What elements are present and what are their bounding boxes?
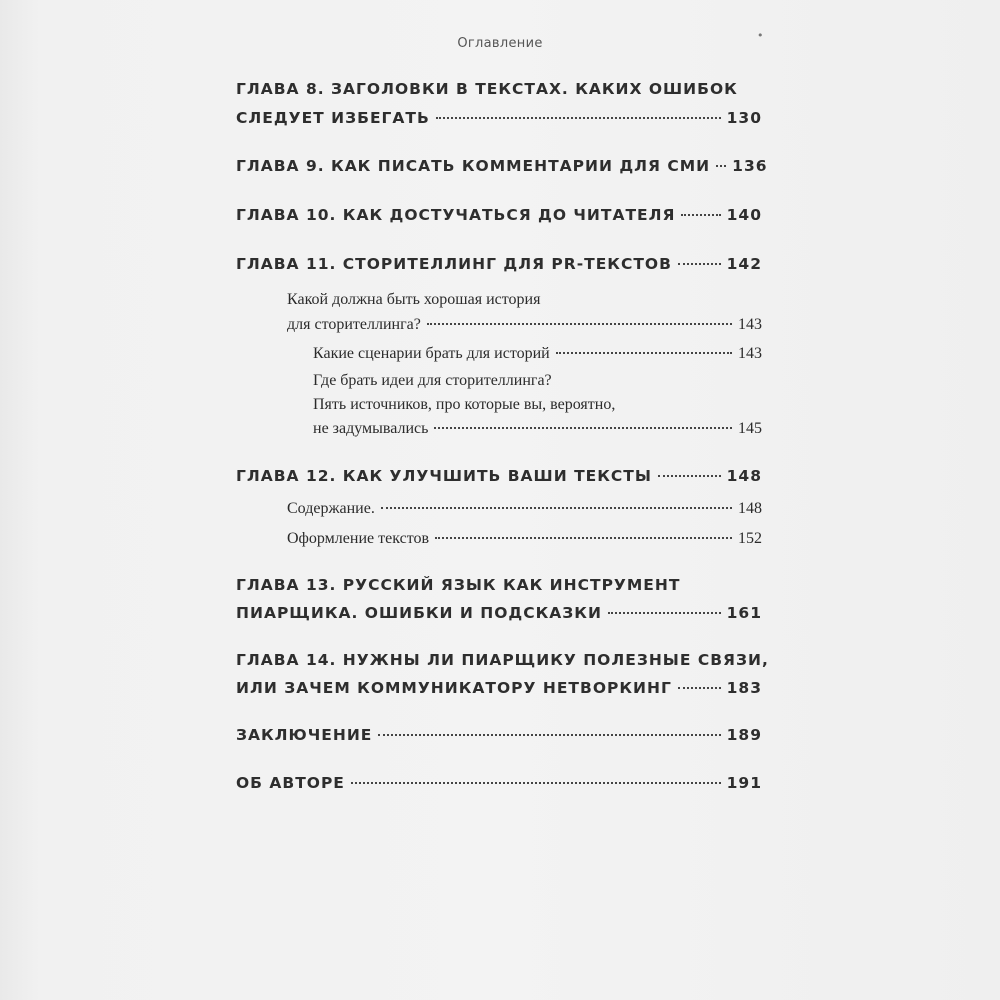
toc-page-number: 148	[726, 467, 762, 485]
corner-mark: •	[757, 29, 764, 42]
toc-subentry-line	[313, 372, 552, 390]
toc-entry-title: ГЛАВА 8. ЗАГОЛОВКИ В ТЕКСТАХ. КАКИХ ОШИБОК	[236, 80, 738, 98]
toc-entry-title: ИЛИ ЗАЧЕМ КОММУНИКАТОРУ НЕТВОРКИНГ	[236, 679, 672, 697]
toc-subentry-title: Оформление текстов	[287, 530, 430, 547]
toc-page-number: 152	[738, 530, 762, 547]
dot-leader	[427, 323, 732, 325]
toc-entry-line	[236, 774, 762, 792]
dot-leader	[608, 612, 721, 614]
dot-leader	[678, 687, 721, 689]
toc-page-number: 183	[726, 679, 762, 697]
dot-leader	[351, 782, 721, 784]
toc-subentry-title: Содержание.	[287, 500, 375, 517]
dot-leader	[378, 734, 720, 736]
toc-entry-line	[236, 651, 769, 669]
toc-entry-line	[236, 80, 738, 98]
toc-entry-title: ГЛАВА 9. КАК ПИСАТЬ КОММЕНТАРИИ ДЛЯ СМИ	[236, 157, 711, 175]
toc-subentry-title: Где брать идеи для сторителлинга?	[313, 372, 552, 389]
toc-subentry-line	[287, 530, 762, 548]
toc-entry-line	[236, 679, 762, 697]
toc-entry-line	[236, 255, 762, 273]
toc-subentry-line	[313, 396, 615, 414]
toc-entry-title: СЛЕДУЕТ ИЗБЕГАТЬ	[236, 109, 430, 127]
toc-entry-line	[236, 206, 762, 224]
toc-page-number: 143	[738, 345, 762, 362]
dot-leader	[436, 117, 721, 119]
dot-leader	[556, 352, 732, 354]
toc-subentry-line	[287, 291, 540, 309]
toc-entry-title: ГЛАВА 10. КАК ДОСТУЧАТЬСЯ ДО ЧИТАТЕЛЯ	[236, 206, 676, 224]
toc-subentry-title: Пять источников, про которые вы, вероятно,	[313, 396, 616, 413]
toc-entry-title: ПИАРЩИКА. ОШИБКИ И ПОДСКАЗКИ	[236, 604, 602, 622]
toc-page-number: 130	[726, 109, 762, 127]
toc-entry-title: ГЛАВА 14. НУЖНЫ ЛИ ПИАРЩИКУ ПОЛЕЗНЫЕ СВЯЗИ,	[236, 651, 769, 669]
dot-leader	[678, 263, 721, 265]
toc-page-number: 136	[732, 157, 768, 175]
toc-page-number: 161	[726, 604, 762, 622]
toc-page-number: 143	[738, 316, 762, 333]
toc-subentry-line	[313, 420, 762, 438]
toc-page-number: 148	[738, 500, 762, 517]
dot-leader	[435, 537, 732, 539]
toc-subentry-title: Какой должна быть хорошая история	[287, 291, 541, 308]
toc-entry-line	[236, 157, 768, 175]
toc-entry-title: ГЛАВА 13. РУССКИЙ ЯЗЫК КАК ИНСТРУМЕНТ	[236, 576, 681, 594]
toc-subentry-line	[287, 316, 762, 334]
toc-subentry-title: Какие сценарии брать для историй	[313, 345, 550, 362]
toc-page-number: 140	[726, 206, 762, 224]
toc-entry-line	[236, 604, 762, 622]
toc-subentry-title: не задумывались	[313, 420, 429, 437]
toc-entry-line	[236, 109, 762, 127]
dot-leader	[658, 475, 721, 477]
toc-entry-line	[236, 726, 762, 744]
dot-leader	[381, 507, 732, 509]
toc-page-number: 189	[726, 726, 762, 744]
toc-entry-title: ГЛАВА 12. КАК УЛУЧШИТЬ ВАШИ ТЕКСТЫ	[236, 467, 652, 485]
dot-leader	[681, 214, 720, 216]
toc-subentry-line	[287, 500, 762, 518]
dot-leader	[434, 427, 732, 429]
toc-entry-line	[236, 467, 762, 485]
toc-entry-title: ОБ АВТОРЕ	[236, 774, 345, 792]
toc-entry-line	[236, 576, 680, 594]
running-head: Оглавление	[457, 36, 543, 51]
toc-subentry-title: для сторителлинга?	[287, 316, 421, 333]
toc-entry-title: ЗАКЛЮЧЕНИЕ	[236, 726, 373, 744]
toc-entry-title: ГЛАВА 11. СТОРИТЕЛЛИНГ ДЛЯ PR-ТЕКСТОВ	[236, 255, 672, 273]
toc-page-number: 191	[726, 774, 762, 792]
toc-page-number: 142	[726, 255, 762, 273]
toc-page-number: 145	[738, 420, 762, 437]
dot-leader	[716, 165, 726, 167]
toc-subentry-line	[313, 345, 762, 363]
